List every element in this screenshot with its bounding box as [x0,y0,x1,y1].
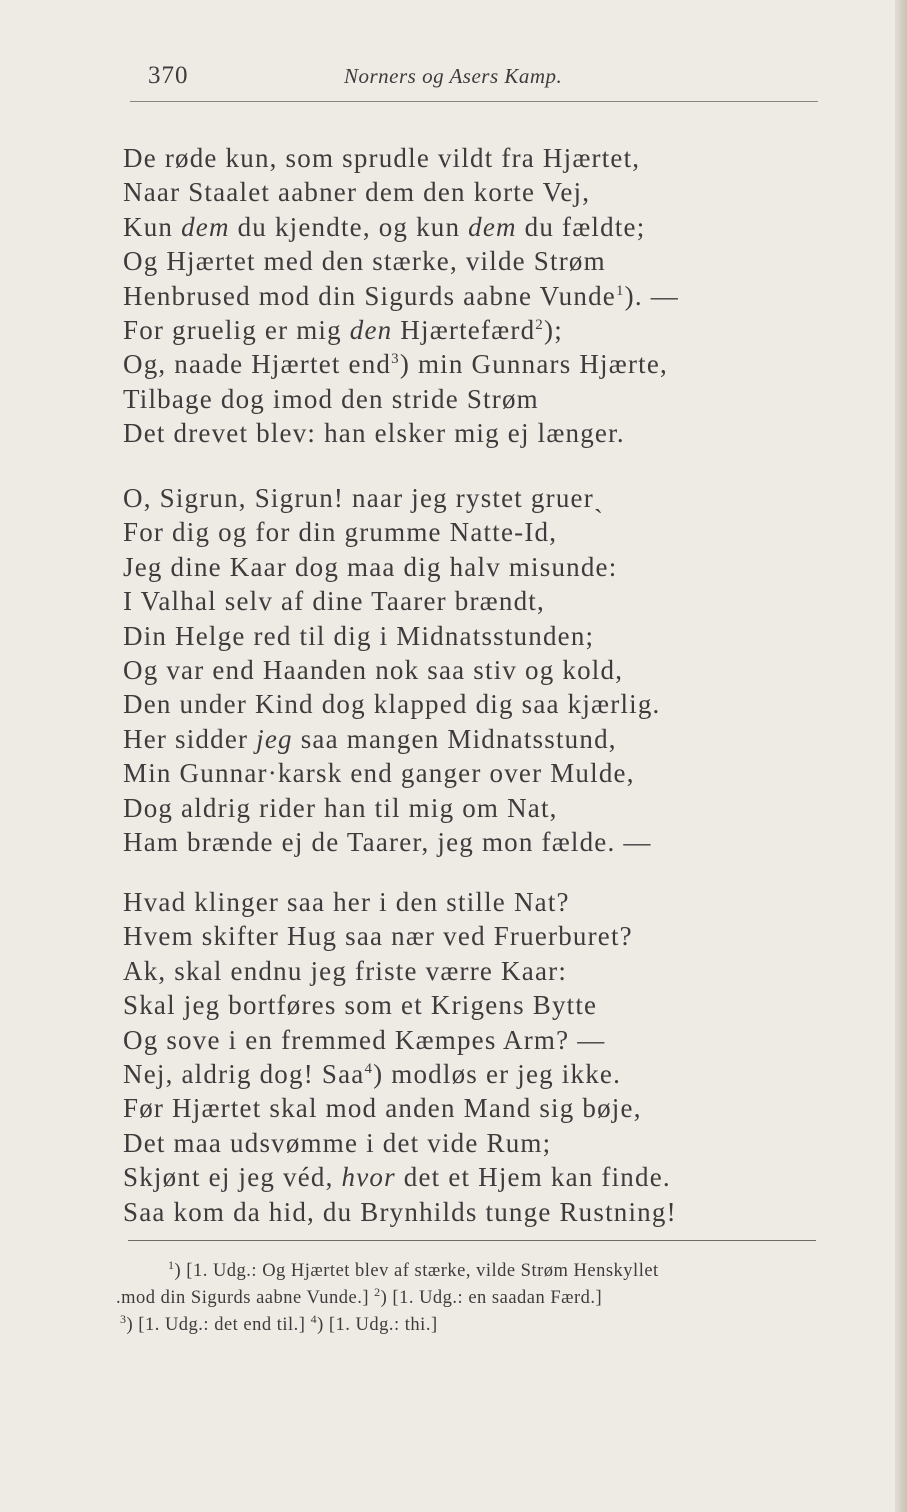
verse-line: I Valhal selv af dine Taarer brændt, [123,586,545,617]
verse-line: Hvem skifter Hug saa nær ved Fruerburet? [123,921,633,952]
header-rule [130,101,818,102]
verse-line: Det maa udsvømme i det vide Rum; [123,1127,552,1158]
verse-line: De røde kun, som sprudle vildt fra Hjærtet, [123,143,641,173]
verse-line: Det drevet blev: han elsker mig ej længer. [123,418,625,449]
footnote-ref: 3 [391,351,400,368]
page-number: 370 [148,62,189,89]
footnote-ref: 4 [364,1061,374,1077]
verse-line: Ham brænde ej de Taarer, jeg mon fælde. — [123,827,652,857]
verse-line: Før Hjærtet skal mod anden Mand sig bøje, [123,1093,642,1124]
verse-line: Tilbage dog imod den stride Strøm [123,383,539,414]
verse-line: Hvad klinger saa her i den stille Nat? [123,887,570,917]
verse-line: Og Hjærtet med den stærke, vilde Strøm [123,246,606,277]
verse-line: O, Sigrun, Sigrun! naar jeg rystet gruerˎ [123,483,605,513]
footnote-ref: 2 [535,317,544,333]
verse-line: Her sidder jeg saa mangen Midnatsstund, [123,723,617,754]
verse-line: Og var end Haanden nok saa stiv og kold, [123,655,624,685]
verse-line: Kun dem du kjendte, og kun dem du fældte; [123,211,646,242]
verse-line: For dig og for din grumme Natte-Id, [123,517,558,548]
verse-line: Henbrused mod din Sigurds aabne Vunde$^1$). — [123,280,679,311]
verse-line: Nej, aldrig dog! Saa$^4$) modløs er jeg ikke. [123,1059,622,1089]
verse-line: Dog aldrig rider han til mig om Nat, [123,792,558,823]
verse-line: Jeg dine Kaar dog maa dig halv misunde: [123,551,618,582]
verse-line: Naar Staalet aabner dem den korte Vej, [123,177,591,208]
verse-line: Din Helge red til dig i Midnatsstunden; [123,620,595,651]
verse-line: Skjønt ej jeg véd, hvor det et Hjem kan finde. [123,1162,671,1193]
verse-line: For gruelig er mig den Hjærtefærd$^2$); [123,315,563,345]
verse-line: Den under Kind dog klapped dig saa kjærlig. [123,689,661,720]
verse-line: Og sove i en fremmed Kæmpes Arm? — [123,1024,606,1055]
page-header [148,62,788,92]
verse-line: Ak, skal endnu jeg friste værre Kaar: [123,955,568,986]
footnote-line: .mod din Sigurds aabne Vunde.] $^2$) [1. Udg.: en saadan Færd.] [116,1285,603,1308]
footnote-rule [128,1240,816,1241]
running-title: Norners og Asers Kamp. [344,64,563,88]
verse-line: Min Gunnar·karsk end ganger over Mulde, [123,758,635,789]
verse-line: Og, naade Hjærtet end$^3$) min Gunnars Hjærte, [123,349,668,380]
verse-line: Saa kom da hid, du Brynhilds tunge Rustning! [123,1196,677,1227]
footnote-line: $^1$) [1. Udg.: Og Hjærtet blev af stærke, vilde Strøm Henskyllet [168,1258,659,1281]
verse-line: Skal jeg bortføres som et Krigens Bytte [123,990,598,1021]
footnote-ref: 1 [615,282,625,299]
page-edge [895,0,907,1512]
footnote-line: $^3$) [1. Udg.: det end til.] $^4$) [1. Udg.: thi.] [120,1312,438,1335]
